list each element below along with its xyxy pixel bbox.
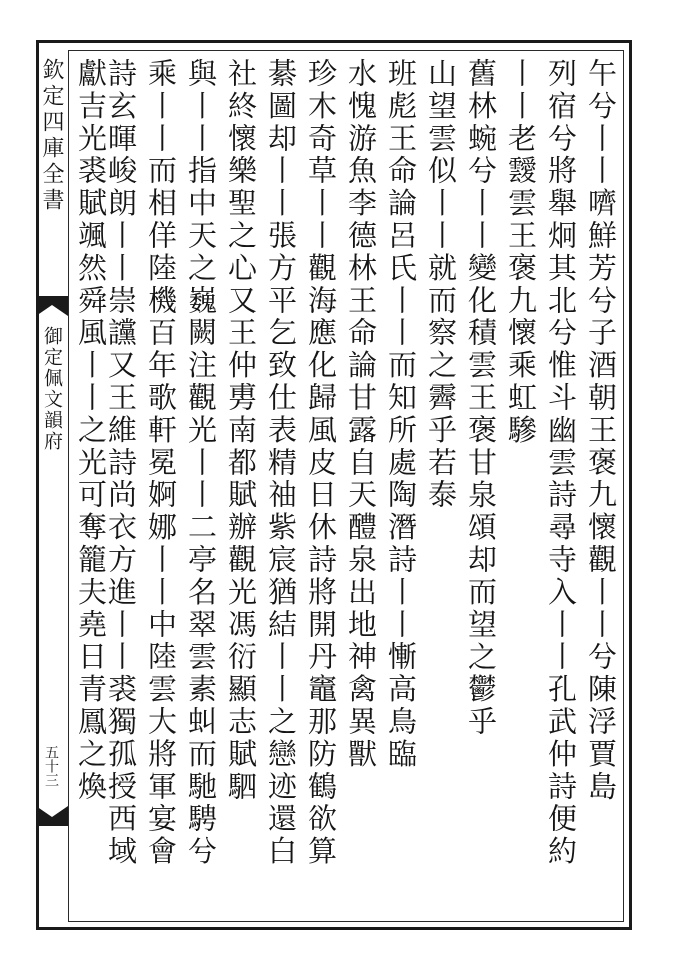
column-text: 班彪王命論呂氏丨丨而知所處陶潛詩丨丨慚高鳥臨 — [384, 58, 418, 771]
column-text: 列宿兮將舉炯其北兮惟斗 — [544, 58, 578, 415]
column-text: 詩尋寺入丨丨孔武仲詩便約 — [544, 479, 578, 869]
text-column — [221, 58, 261, 918]
column-text: 社終懷樂聖之心又王仲旉南都賦辦觀光 — [224, 58, 258, 609]
column-text: 蜿兮丨丨變化 — [464, 122, 498, 318]
book-name: 御定佩文韻府 — [41, 326, 63, 452]
column-text: 舊林 — [464, 58, 498, 123]
column-text: 與丨丨指中天之巍闕注觀光丨丨二亭名 — [184, 58, 218, 609]
column-text: 王褒九懷觀丨丨兮陳浮賈島 — [584, 414, 618, 804]
headword: 靉雲 — [504, 155, 538, 221]
text-column — [181, 58, 221, 918]
collection-title: 欽定四庫全書 — [39, 58, 64, 214]
headword: 幽雲 — [544, 414, 578, 480]
text-column — [381, 58, 421, 918]
text-column — [541, 58, 581, 918]
column-text: 水愧游魚李德林王命論甘露自天醴泉出地神禽異獸 — [344, 58, 378, 771]
column-text: 獻吉光裘賦颯然舜風丨丨之光可奪籠夫堯日青鳳之煥 — [74, 58, 108, 804]
text-column — [261, 58, 301, 918]
headword: 望雲 — [424, 90, 458, 156]
headword: 翠雲 — [184, 608, 218, 674]
column-text: 似丨丨就而察之霽乎若泰 — [424, 155, 458, 512]
page-number: 五十三 — [43, 745, 59, 787]
text-column — [421, 58, 461, 918]
text-column — [341, 58, 381, 918]
text-column — [301, 58, 341, 918]
column-text: 詩玄暉峻朗丨丨崇讜又王維詩尚衣方進丨丨裘獨孤授西域 — [104, 58, 138, 868]
column-text: 山 — [424, 58, 458, 91]
column-text: 丨丨老 — [504, 58, 538, 156]
text-column — [141, 58, 181, 918]
text-column — [71, 58, 111, 918]
column-text: 綦圖却丨丨張方平乞致仕表精䄂紫宸猶結丨丨之戀迹還白 — [264, 58, 298, 868]
headword: 積雲 — [464, 317, 498, 383]
column-text: 王褒九懷乘虹驂 — [504, 220, 538, 447]
column-text: 午兮丨丨嚌鮮芳兮子酒朝 — [584, 58, 618, 415]
text-column — [461, 58, 501, 918]
text-column — [581, 58, 621, 918]
column-text: 馮衍顯志賦駟 — [224, 608, 258, 804]
text-column — [501, 58, 541, 918]
column-text: 素虯而馳騁兮 — [184, 673, 218, 869]
column-text: 乘丨丨而相佯陸機百年歌軒冕婀娜丨丨中陸雲大將軍宴會 — [144, 58, 178, 868]
column-text: 珍木奇草丨丨觀海應化歸風皮日休詩將開丹竈那防鶴欲算 — [304, 58, 338, 868]
column-text: 王褒甘泉頌却而望之鬱乎 — [464, 382, 498, 739]
